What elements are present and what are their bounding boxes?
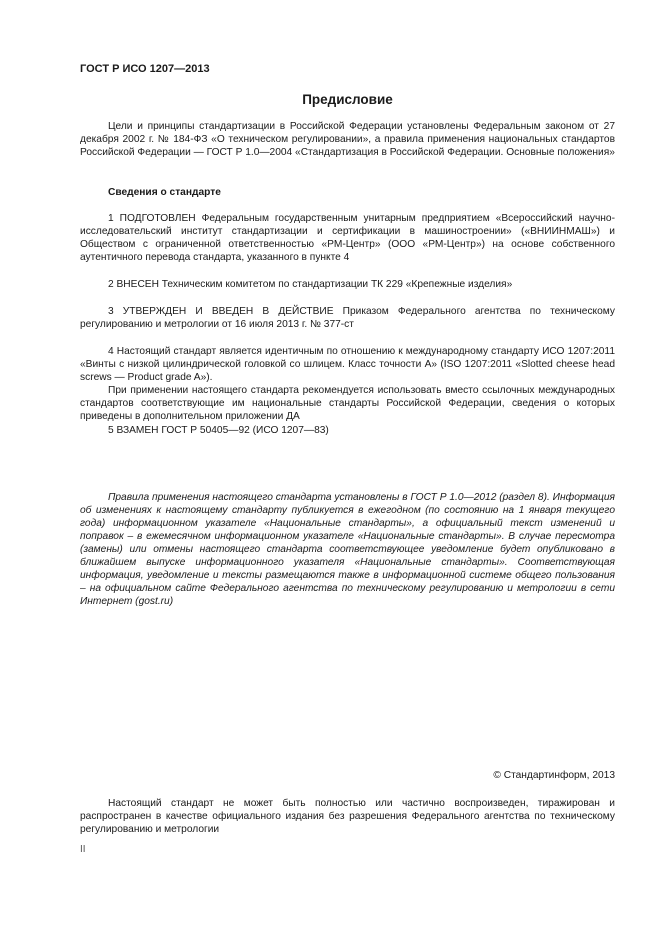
intro-paragraph: Цели и принципы стандартизации в Российской Федерации установлены Федеральным законом от 27 декабря 2002 г. № 184-ФЗ «О техническом регулировании», а правила применения национальных стандартов Российской Федерации — ГОСТ Р 1.0—2004 «Стандартизация в Российской Федерации. Основные положения»: [80, 121, 615, 158]
item-5: 5 ВЗАМЕН ГОСТ Р 50405—92 (ИСО 1207—83): [108, 425, 329, 436]
page-title: Предисловие: [302, 92, 393, 107]
document-header: ГОСТ Р ИСО 1207—2013: [80, 63, 210, 75]
reproduction-notice: Настоящий стандарт не может быть полностью или частично воспроизведен, тиражирован и распространен в качестве официального издания без разрешения Федерального агентства по техническому регулированию и метрологии: [80, 798, 615, 835]
item-2: 2 ВНЕСЕН Техническим комитетом по стандартизации ТК 229 «Крепежные изделия»: [108, 279, 513, 290]
item-4-note: При применении настоящего стандарта рекомендуется использовать вместо ссылочных международных стандартов соответствующие им национальные стандарты Российской Федерации, сведения о которых приведены в дополнительном приложении ДА: [80, 385, 615, 422]
item-3: 3 УТВЕРЖДЕН И ВВЕДЕН В ДЕЙСТВИЕ Приказом Федерального агентства по техническому регулированию и метрологии от 16 июля 2013 г. № 377-ст: [80, 306, 615, 330]
item-1: 1 ПОДГОТОВЛЕН Федеральным государственным унитарным предприятием «Всероссийский научно-исследовательский институт стандартизации и сертификации в машиностроении» («ВНИИНМАШ») и Обществом с ограниченной ответственностью «РМ-Центр» (ООО «РМ-Центр») на основе собственного аутентичного перевода стандарта, указанного в пункте 4: [80, 213, 615, 263]
copyright: © Стандартинформ, 2013: [493, 770, 615, 781]
item-4: 4 Настоящий стандарт является идентичным по отношению к международному стандарту ИСО 1207:2011 «Винты с низкой цилиндрической головкой со шлицем. Класс точности А» (ISO 1207:2011 «Slotted cheese head screws — Product grade A»).: [80, 346, 615, 383]
section-heading: Сведения о стандарте: [108, 187, 221, 198]
page-number: II: [80, 844, 86, 855]
rules-note: Правила применения настоящего стандарта установлены в ГОСТ Р 1.0—2012 (раздел 8). Информация об изменениях к настоящему стандарту публикуется в ежегодном (по состоянию на 1 января текущего года) информационном указателе «Национальные стандарты», а официальный текст изменений и поправок – в ежемесячном информационном указателе «Национальные стандарты». В случае пересмотра (замены) или отмены настоящего стандарта соответствующее уведомление будет опубликовано в ближайшем выпуске информационного указателя «Национальные стандарты». Соответствующая информация, уведомление и тексты размещаются также в информационной системе общего пользования – на официальном сайте Федерального агентства по техническому регулированию и метрологии в сети Интернет (gost.ru): [80, 492, 615, 607]
